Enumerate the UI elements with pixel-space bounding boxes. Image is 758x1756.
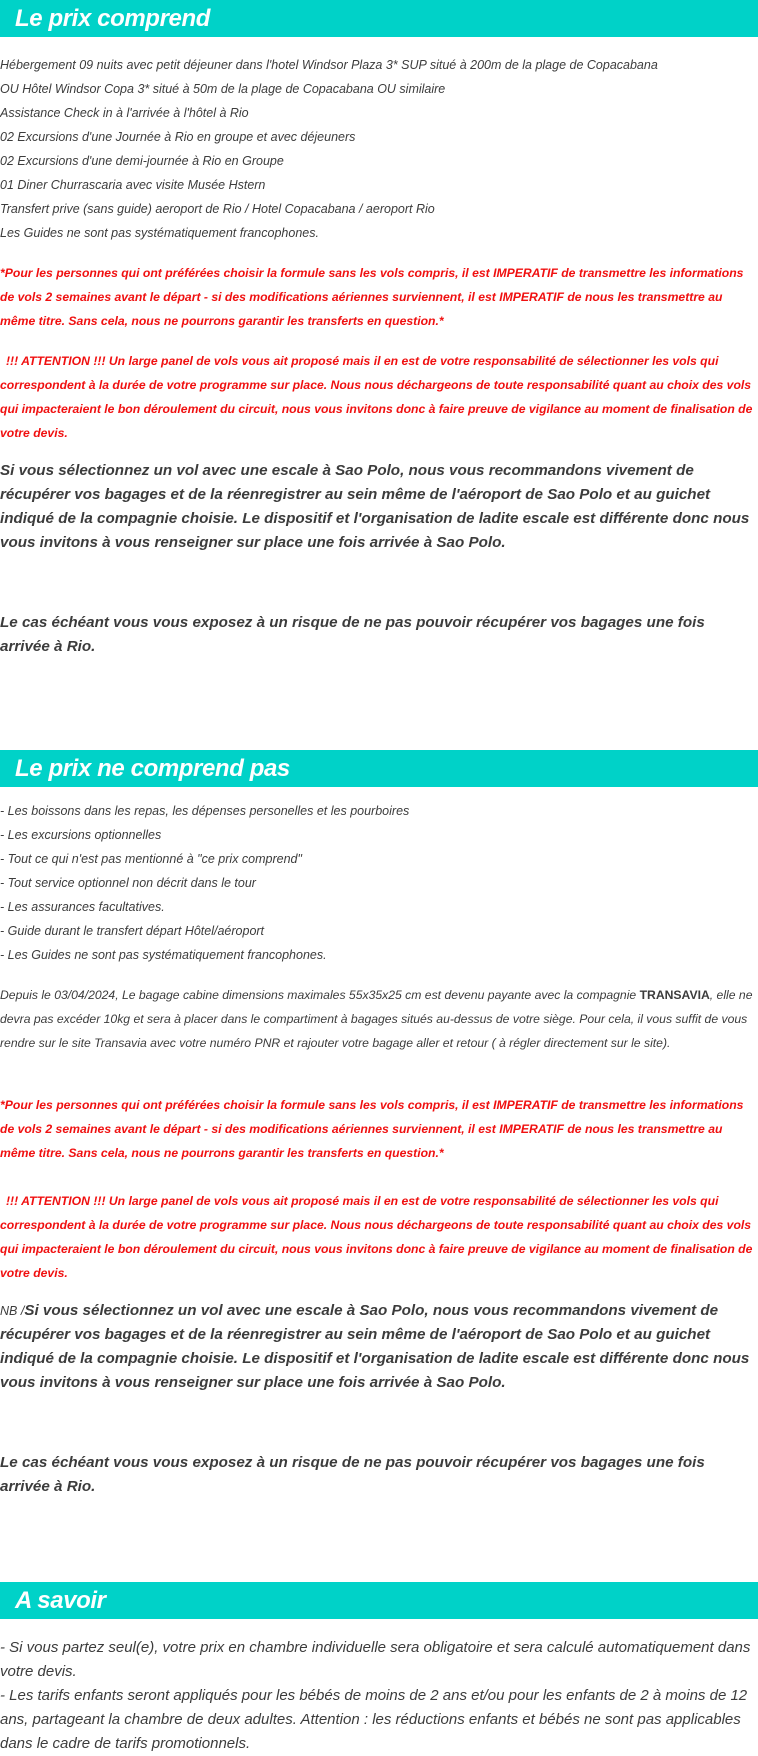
section-header-prix-ne-comprend-pas: Le prix ne comprend pas xyxy=(0,750,758,787)
flight-info-warning: *Pour les personnes qui ont préférées choisir la formule sans les vols compris, il est IMPERATIF de transmettre les informations de vols 2 semaines avant le départ - si des modifications aériennes surviennent, il est IMPERATIF de nous les transmettre au même titre. Sans cela, nous ne pourrons garantir les transferts en question.* xyxy=(0,266,744,328)
excluded-list xyxy=(0,799,758,967)
escale-notice: Si vous sélectionnez un vol avec une escale à Sao Polo, nous vous recommandons vivement de récupérer vos bagages et de la réenregistrer au sein même de l'aéroport de Sao Polo et au guichet indiqué de la compagnie choisie. Le dispositif et l'organisation de ladite escale est différente donc nous vous invitons à vous renseigner sur place une fois arrivée à Sao Polo. xyxy=(0,462,750,551)
cabin-baggage-text-end: , elle ne devra pas excéder 10kg et sera à placer dans le compartiment à bagages situés au-dessus de votre siège. Pour cela, il vous suffit de vous rendre sur le site Transavia avec votre numéro PNR et rajouter votre bagage aller et retour ( à régler directement sur le site). xyxy=(0,988,753,1050)
child-rates-notice: - Les tarifs enfants seront appliqués pour les bébés de moins de 2 ans et/ou pour les enfants de 2 à moins de 12 ans, partageant la chambre de deux adultes. Attention : les réductions enfants et bébés ne sont pas applicables dans le cadre de tarifs promotionnels. xyxy=(0,1687,748,1752)
cabin-baggage-notice xyxy=(0,983,758,1055)
airline-name: TRANSAVIA xyxy=(639,988,710,1002)
attention-warning xyxy=(0,349,758,445)
list-item: - Guide durant le transfert départ Hôtel/aéroport xyxy=(0,924,265,938)
attention-warning-text: !!! ATTENTION !!! Un large panel de vols vous ait proposé mais il en est de votre responsabilité de sélectionner les vols qui correspondent à la durée de votre programme sur place. Nous nous déchargeons de toute responsabilité quant au choix des vols qui impacteraient le bon déroulement du circuit, nous vous invitons donc à faire preuve de vigilance au moment de finalisation de votre devis. xyxy=(0,1194,753,1280)
escale-notice xyxy=(0,1299,758,1395)
nb-prefix: NB / xyxy=(0,1304,25,1318)
list-item: 02 Excursions d'une demi-journée à Rio en Groupe xyxy=(0,154,284,168)
list-item: 01 Diner Churrascaria avec visite Musée Hstern xyxy=(0,178,266,192)
list-item: - Les excursions optionnelles xyxy=(0,828,162,842)
list-item: Assistance Check in à l'arrivée à l'hôtel à Rio xyxy=(0,106,249,120)
list-item: 02 Excursions d'une Journée à Rio en groupe et avec déjeuners xyxy=(0,130,356,144)
list-item: - Tout ce qui n'est pas mentionné à "ce prix comprend" xyxy=(0,852,302,866)
attention-warning xyxy=(0,1189,758,1285)
list-item: Hébergement 09 nuits avec petit déjeuner dans l'hotel Windsor Plaza 3* SUP situé à 200m de la plage de Copacabana xyxy=(0,58,658,72)
single-room-notice: - Si vous partez seul(e), votre prix en chambre individuelle sera obligatoire et sera calculé automatiquement dans votre devis. xyxy=(0,1639,751,1680)
list-item: - Les boissons dans les repas, les dépenses personelles et les pourboires xyxy=(0,804,410,818)
cabin-baggage-text-start: Depuis le 03/04/2024, Le bagage cabine dimensions maximales 55x35x25 cm est devenu payante avec la compagnie xyxy=(0,988,640,1002)
list-item: Transfert prive (sans guide) aeroport de Rio / Hotel Copacabana / aeroport Rio xyxy=(0,202,435,216)
escale-notice-text: Si vous sélectionnez un vol avec une escale à Sao Polo, nous vous recommandons vivement de récupérer vos bagages et de la réenregistrer au sein même de l'aéroport de Sao Polo et au guichet indiqué de la compagnie choisie. Le dispositif et l'organisation de ladite escale est différente donc nous vous invitons à vous renseigner sur place une fois arrivée à Sao Polo. xyxy=(0,1302,750,1391)
section-header-prix-comprend: Le prix comprend xyxy=(0,0,758,37)
list-item: OU Hôtel Windsor Copa 3* situé à 50m de la plage de Copacabana OU similaire xyxy=(0,82,446,96)
included-list xyxy=(0,53,758,245)
list-item: - Les assurances facultatives. xyxy=(0,900,165,914)
baggage-risk-notice: Le cas échéant vous vous exposez à un risque de ne pas pouvoir récupérer vos bagages une fois arrivée à Rio. xyxy=(0,614,705,655)
attention-warning-text: !!! ATTENTION !!! Un large panel de vols vous ait proposé mais il en est de votre responsabilité de sélectionner les vols qui correspondent à la durée de votre programme sur place. Nous nous déchargeons de toute responsabilité quant au choix des vols qui impacteraient le bon déroulement du circuit, nous vous invitons donc à faire preuve de vigilance au moment de finalisation de votre devis. xyxy=(0,354,753,440)
section-header-a-savoir: A savoir xyxy=(0,1582,758,1619)
flight-info-warning: *Pour les personnes qui ont préférées choisir la formule sans les vols compris, il est IMPERATIF de transmettre les informations de vols 2 semaines avant le départ - si des modifications aériennes surviennent, il est IMPERATIF de nous les transmettre au même titre. Sans cela, nous ne pourrons garantir les transferts en question.* xyxy=(0,1098,744,1160)
baggage-risk-notice: Le cas échéant vous vous exposez à un risque de ne pas pouvoir récupérer vos bagages une fois arrivée à Rio. xyxy=(0,1454,705,1495)
list-item: Les Guides ne sont pas systématiquement francophones. xyxy=(0,226,319,240)
list-item: - Les Guides ne sont pas systématiquement francophones. xyxy=(0,948,327,962)
list-item: - Tout service optionnel non décrit dans le tour xyxy=(0,876,256,890)
